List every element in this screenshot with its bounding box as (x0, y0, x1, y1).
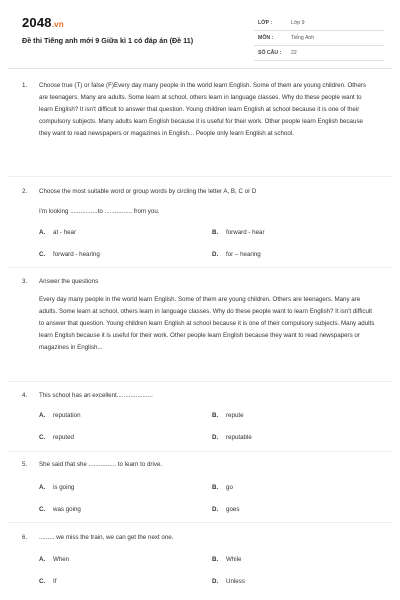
option-text: repute (226, 412, 244, 419)
answer-option-d[interactable] (212, 506, 239, 513)
option-text: When (53, 556, 70, 563)
meta-key: LỚP : (258, 20, 273, 26)
option-text: go (226, 484, 233, 491)
answer-option-b[interactable] (212, 229, 265, 236)
question-divider (8, 522, 392, 523)
answer-option-d[interactable] (212, 251, 261, 258)
option-text: is going (53, 484, 75, 491)
option-letter: A. (39, 412, 46, 419)
option-letter: B. (212, 412, 219, 419)
answer-option-b[interactable] (212, 412, 244, 419)
option-text: If (53, 578, 57, 585)
option-text: reputation (53, 412, 81, 419)
question-divider (8, 176, 392, 177)
question-text: She said that she ................ to learn to drive. (39, 461, 163, 468)
question-text: Choose the most suitable word or group words by circling the letter A, B, C or D (39, 188, 257, 195)
option-letter: D. (212, 578, 219, 585)
option-text: at - hear (53, 229, 77, 236)
question-number: 4. (22, 392, 28, 399)
option-letter: D. (212, 434, 219, 441)
option-text: forward - hear (226, 229, 265, 236)
header-divider (8, 68, 392, 69)
meta-value: Lớp 9 (291, 20, 305, 26)
exam-meta (254, 16, 384, 61)
option-letter: D. (212, 251, 219, 258)
option-letter: B. (212, 556, 219, 563)
option-letter: D. (212, 506, 219, 513)
option-letter: A. (39, 229, 46, 236)
option-text: Unless (226, 578, 245, 585)
meta-row-class (254, 16, 384, 31)
question-divider (8, 451, 392, 452)
question-text: This school has an excellent..................... (39, 392, 153, 399)
option-letter: C. (39, 434, 46, 441)
answer-option-a[interactable] (39, 556, 69, 563)
question-number: 1. (22, 82, 28, 89)
question-number: 2. (22, 188, 28, 195)
question-divider (8, 267, 392, 268)
meta-value: Tiếng Anh (291, 35, 315, 41)
option-letter: B. (212, 229, 219, 236)
meta-key: MÔN : (258, 35, 274, 41)
option-letter: C. (39, 251, 46, 258)
question-number: 6. (22, 534, 28, 541)
option-text: forward - hearing (53, 251, 100, 258)
question-sentence: I'm looking ................to ................ from you. (39, 208, 160, 215)
page-header (8, 12, 392, 64)
option-letter: A. (39, 556, 46, 563)
reading-passage: Every day many people in the world learn English. Some of them are young children. Others are teenagers. Many are adults. Some learn at school, others learn in language classes. Why do these people want to learn English? It isn't difficult to answer that question. Young children learn English at school because it is one of their compulsory subjects. Many adults learn English because it is useful for their work. Other people learn English because they want to read newspapers or magazines in English... (39, 296, 375, 351)
question-text: Answer the questions (39, 278, 99, 285)
answer-option-c[interactable] (39, 506, 81, 513)
answer-option-a[interactable] (39, 229, 76, 236)
logo-text: 2048 (22, 15, 52, 30)
answer-option-b[interactable] (212, 556, 241, 563)
meta-row-count (254, 46, 384, 61)
answer-option-d[interactable] (212, 578, 245, 585)
question-number: 3. (22, 278, 28, 285)
answer-option-c[interactable] (39, 251, 100, 258)
question-divider (8, 381, 392, 382)
logo-suffix: .vn (51, 20, 64, 29)
meta-key: SỐ CÂU : (258, 50, 282, 56)
answer-option-d[interactable] (212, 434, 252, 441)
option-text: reputable (226, 434, 252, 441)
answer-option-a[interactable] (39, 484, 74, 491)
question-text: Choose true (T) or false (F)Every day many people in the world learn English. Some of them are young children. Others are teenagers. Many are adults. Some learn at school, others learn in language classes. Why do these people want to learn English? It isn't difficult to answer that question. Young children learn English at school because it is one of their compulsory subjects. Many adults learn English because it is useful for their work. Other people learn English because they want to read newspapers or magazines in English... People only learn English at school. (39, 82, 367, 137)
meta-value: 22 (291, 50, 297, 56)
meta-row-subject (254, 31, 384, 46)
option-letter: C. (39, 506, 46, 513)
option-text: reputed (53, 434, 74, 441)
option-text: goes (226, 506, 240, 513)
answer-option-c[interactable] (39, 434, 74, 441)
option-letter: A. (39, 484, 46, 491)
site-logo[interactable] (22, 15, 64, 30)
option-text: was going (53, 506, 81, 513)
option-text: While (226, 556, 242, 563)
question-text: ......... we miss the train, we can get the next one. (39, 534, 174, 541)
answer-option-a[interactable] (39, 412, 81, 419)
answer-option-c[interactable] (39, 578, 56, 585)
answer-option-b[interactable] (212, 484, 233, 491)
page-title: Đề thi Tiếng anh mới 9 Giữa kì 1 có đáp án (Đề 11) (22, 36, 194, 45)
option-letter: B. (212, 484, 219, 491)
option-letter: C. (39, 578, 46, 585)
question-number: 5. (22, 461, 28, 468)
option-text: for – hearing (226, 251, 261, 258)
